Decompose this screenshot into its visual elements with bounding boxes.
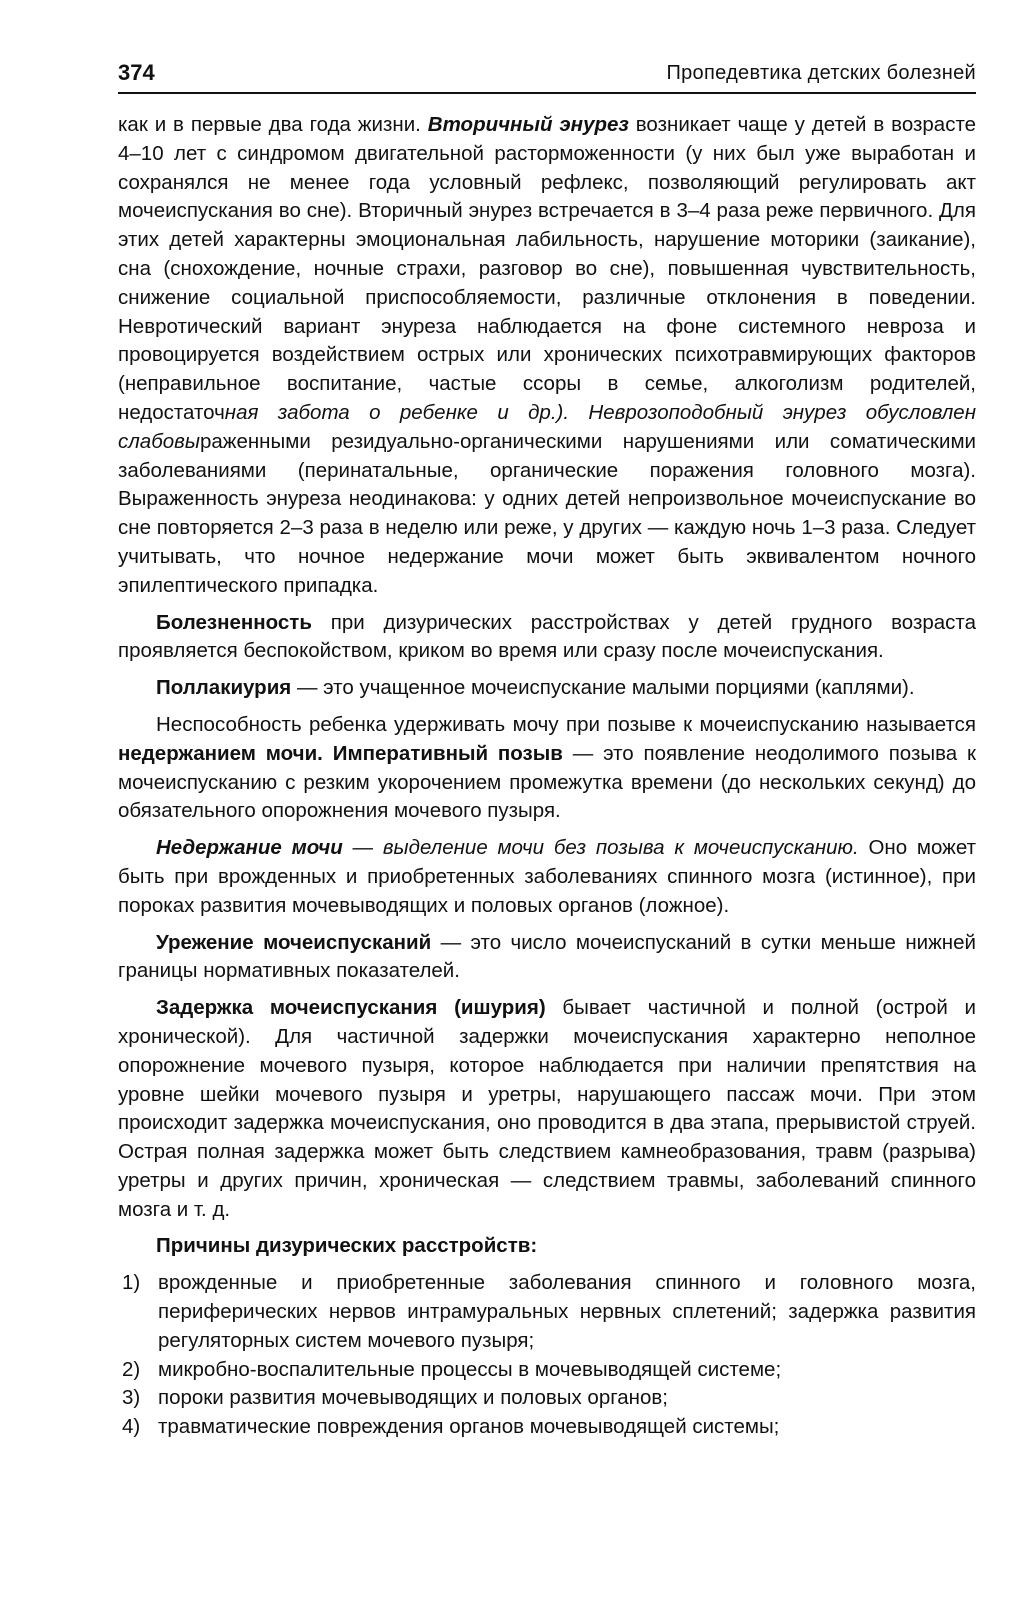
page-body [118, 111, 976, 1442]
paragraph-text: бывает частичной и полной (острой и хронической). Для частичной задержки мочеиспускания характерно неполное опорожнение мочевого пузыря, которое наблюдается при наличии препятствия на уровне шейки мочевого пузыря и уретры, нарушающего пассаж мочи. При этом происходит задержка мочеиспускания, оно проводится в два этапа, прерывистой струей. Острая полная задержка может быть следствием камнеобразования, травм (разрыва) уретры и других причин, хроническая — следствием травмы, заболеваний спинного мозга и т. д. [118, 996, 976, 1221]
list-number: 2) [122, 1357, 141, 1381]
page-number: 374 [118, 60, 155, 85]
paragraph-oliguria-frequency [118, 929, 976, 987]
paragraph-incontinence [118, 834, 976, 920]
list-heading: Причины дизурических расстройств: [156, 1234, 538, 1258]
paragraph-text: Неспособность ребенка удерживать мочу при позыве к мочеиспусканию называется [156, 712, 976, 736]
list-item-text: пороки развития мочевыводящих и половых органов; [158, 1386, 668, 1410]
term-pollakiuria: Поллакиурия [156, 676, 292, 700]
list-number: 4) [122, 1415, 141, 1439]
term-painfulness: Болезненность [156, 610, 312, 634]
term-ischuria: Задержка мочеиспускания (ишурия) [156, 996, 546, 1020]
term-reduced-urination: Урежение мочеиспусканий [156, 930, 432, 954]
list-item [122, 1269, 976, 1355]
list-item-text: врожденные и приобретенные заболевания спинного и головного мозга, периферических нервов интрамуральных нервных сплетений; задержка развития регуляторных систем мочевого пузыря; [158, 1271, 976, 1352]
paragraph-incontinence-urge [118, 711, 976, 826]
term-incontinence-urge: недержанием мочи. Императивный позыв [118, 741, 563, 765]
paragraph-text: Оно может быть при врожденных и приобретенных заболеваниях спинного мозга (истинное), при пороках развития мочевыводящих и половых органов (ложное). [118, 836, 976, 917]
italic-text: ная забота о ребенке и др.). Неврозоподобный энурез обусловлен слабовы [118, 400, 976, 453]
list-item [122, 1384, 976, 1413]
list-number: 1) [122, 1271, 141, 1295]
list-number: 3) [122, 1386, 141, 1410]
term-incontinence: Недержание мочи [156, 836, 343, 860]
list-item-text: травматические повреждения органов мочевыводящей системы; [158, 1415, 780, 1439]
running-title: Пропедевтика детских болезней [666, 62, 976, 84]
italic-text: — выделение мочи без позыва к мочеиспусканию. [342, 836, 859, 860]
page-header [118, 56, 976, 94]
list-item-text: микробно-воспалительные процессы в мочевыводящей системе; [158, 1357, 782, 1381]
paragraph-text: — это учащенное мочеиспускание малыми порциями (каплями). [291, 676, 915, 700]
paragraph-pollakiuria [118, 674, 976, 703]
paragraph-text: — это число мочеиспусканий в сутки меньше нижней границы нормативных показателей. [118, 930, 976, 983]
list-item [122, 1413, 976, 1442]
paragraph-text: раженными резидуально-органическими нарушениями или соматическими заболеваниями (перинатальные, органические поражения головного мозга). Выраженность энуреза неодинакова: у одних детей непроизвольное мочеиспускание во сне повторяется 2–3 раза в неделю или реже, у других — каждую ночь 1–3 раза. Следует учитывать, что ночное недержание мочи может быть эквивалентом ночного эпилептического припадка. [118, 429, 976, 597]
term-secondary-enuresis: Вторичный энурез [427, 113, 629, 136]
paragraph-text: возникает чаще у детей в возрасте 4–10 лет с синдромом двигательной расторможенности (у них был уже выработан и сохранялся не менее года условный рефлекс, позволяющий регулировать акт мочеиспускания во сне). Вторичный энурез встречается в 3–4 раза реже первичного. Для этих детей характерны эмоциональная лабильность, нарушение моторики (заикание), сна (снохождение, ночные страхи, разговор во сне), повышенная чувствительность, снижение социальной приспособляемости, различные отклонения в поведении. Невротический вариант энуреза наблюдается на фоне системного невроза и провоцируется воздействием острых или хронических психотравмирующих факторов (неправильное воспитание, частые ссоры в семье, алкоголизм родителей, недостаточ [118, 113, 976, 424]
list-item [122, 1356, 976, 1385]
paragraph-text: — это появление неодолимого позыва к мочеиспусканию с резким укорочением промежутка времени (до нескольких секунд) до обязательного опорожнения мочевого пузыря. [118, 741, 976, 823]
paragraph-ischuria [118, 994, 976, 1224]
paragraph-text: при дизурических расстройствах у детей грудного возраста проявляется беспокойством, криком во время или сразу после мочеиспускания. [118, 610, 976, 663]
paragraph-text: как и в первые два года жизни. [118, 113, 428, 136]
paragraph-secondary-enuresis [118, 111, 976, 601]
causes-list [118, 1269, 976, 1442]
paragraph-painfulness [118, 609, 976, 667]
